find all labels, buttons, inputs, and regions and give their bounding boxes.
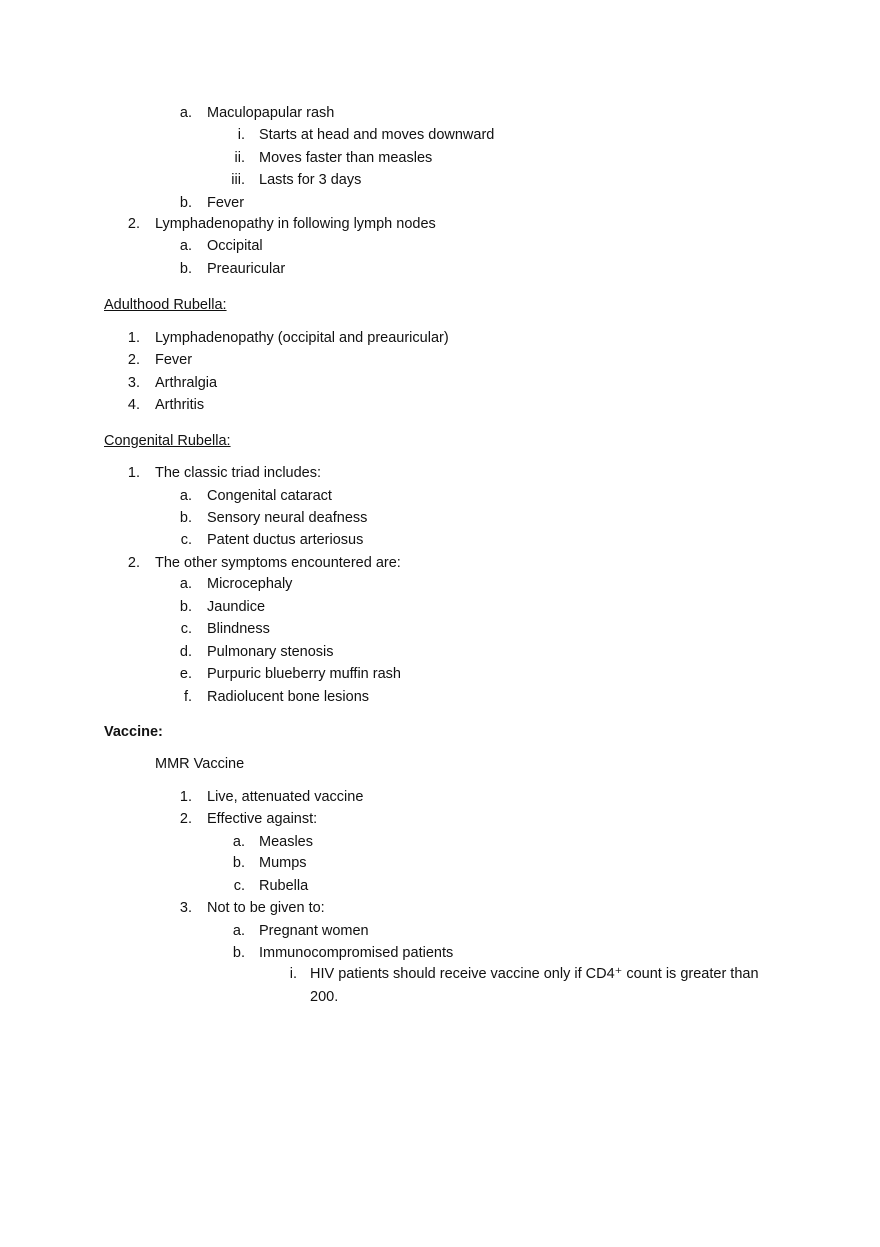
list-marker: c.	[180, 532, 192, 548]
list-item: Effective against:	[207, 811, 318, 827]
list-item: Sensory neural deafness	[207, 510, 368, 526]
list-marker: a.	[179, 488, 192, 504]
list-item: Arthralgia	[155, 375, 218, 391]
list-item-continuation: 200.	[310, 989, 339, 1005]
section-heading-vaccine: Vaccine:	[104, 724, 163, 740]
list-item: Microcephaly	[207, 576, 293, 592]
list-marker: 2.	[127, 555, 140, 571]
list-item: Live, attenuated vaccine	[207, 789, 364, 805]
list-item: Preauricular	[207, 261, 286, 277]
list-marker: 1.	[179, 789, 192, 805]
list-marker: 3.	[127, 375, 140, 391]
list-item: Blindness	[207, 621, 270, 637]
list-item: HIV patients should receive vaccine only if CD4⁺ count is greater than	[310, 966, 759, 982]
list-marker: a.	[179, 105, 192, 121]
list-marker: 2.	[127, 216, 140, 232]
list-item: Lasts for 3 days	[259, 172, 362, 188]
list-marker: f.	[183, 689, 192, 705]
list-item: Measles	[259, 834, 313, 850]
list-item: Fever	[155, 352, 193, 368]
list-item: Moves faster than measles	[259, 150, 433, 166]
list-marker: c.	[180, 621, 192, 637]
list-marker: 2.	[179, 811, 192, 827]
list-item: Immunocompromised patients	[259, 945, 454, 961]
list-marker: e.	[179, 666, 192, 682]
list-item: Rubella	[259, 878, 309, 894]
list-marker: 2.	[127, 352, 140, 368]
list-marker: b.	[179, 261, 192, 277]
list-marker: a.	[232, 923, 245, 939]
list-item: Jaundice	[207, 599, 266, 615]
list-marker: a.	[179, 238, 192, 254]
list-item: Congenital cataract	[207, 488, 332, 504]
list-item: Not to be given to:	[207, 900, 325, 916]
list-item: Radiolucent bone lesions	[207, 689, 370, 705]
list-item: Maculopapular rash	[207, 105, 335, 121]
list-marker: 3.	[179, 900, 192, 916]
list-item: Arthritis	[155, 397, 205, 413]
list-marker: b.	[179, 510, 192, 526]
list-item: Pregnant women	[259, 923, 369, 939]
list-item: Mumps	[259, 855, 307, 871]
list-item: Starts at head and moves downward	[259, 127, 495, 143]
list-item: The other symptoms encountered are:	[155, 555, 401, 571]
list-marker: i.	[237, 127, 245, 143]
list-marker: 1.	[127, 330, 140, 346]
list-marker: b.	[232, 855, 245, 871]
list-marker: b.	[232, 945, 245, 961]
list-marker: b.	[179, 195, 192, 211]
section-heading-congenital: Congenital Rubella:	[104, 433, 231, 449]
list-item: Pulmonary stenosis	[207, 644, 334, 660]
list-marker: 4.	[127, 397, 140, 413]
list-item: Occipital	[207, 238, 263, 254]
list-item: The classic triad includes:	[155, 465, 322, 481]
list-item: Lymphadenopathy in following lymph nodes	[155, 216, 436, 232]
list-marker: a.	[232, 834, 245, 850]
section-heading-adulthood: Adulthood Rubella:	[104, 297, 227, 313]
list-marker: ii.	[234, 150, 245, 166]
list-marker: b.	[179, 599, 192, 615]
list-item: Fever	[207, 195, 245, 211]
vaccine-name: MMR Vaccine	[155, 756, 245, 772]
list-marker: 1.	[127, 465, 140, 481]
list-marker: d.	[179, 644, 192, 660]
list-marker: a.	[179, 576, 192, 592]
list-item: Purpuric blueberry muffin rash	[207, 666, 401, 682]
list-marker: iii.	[231, 172, 245, 188]
list-item: Patent ductus arteriosus	[207, 532, 364, 548]
list-marker: c.	[233, 878, 245, 894]
list-item: Lymphadenopathy (occipital and preauricular)	[155, 330, 449, 346]
list-marker: i.	[289, 966, 297, 982]
